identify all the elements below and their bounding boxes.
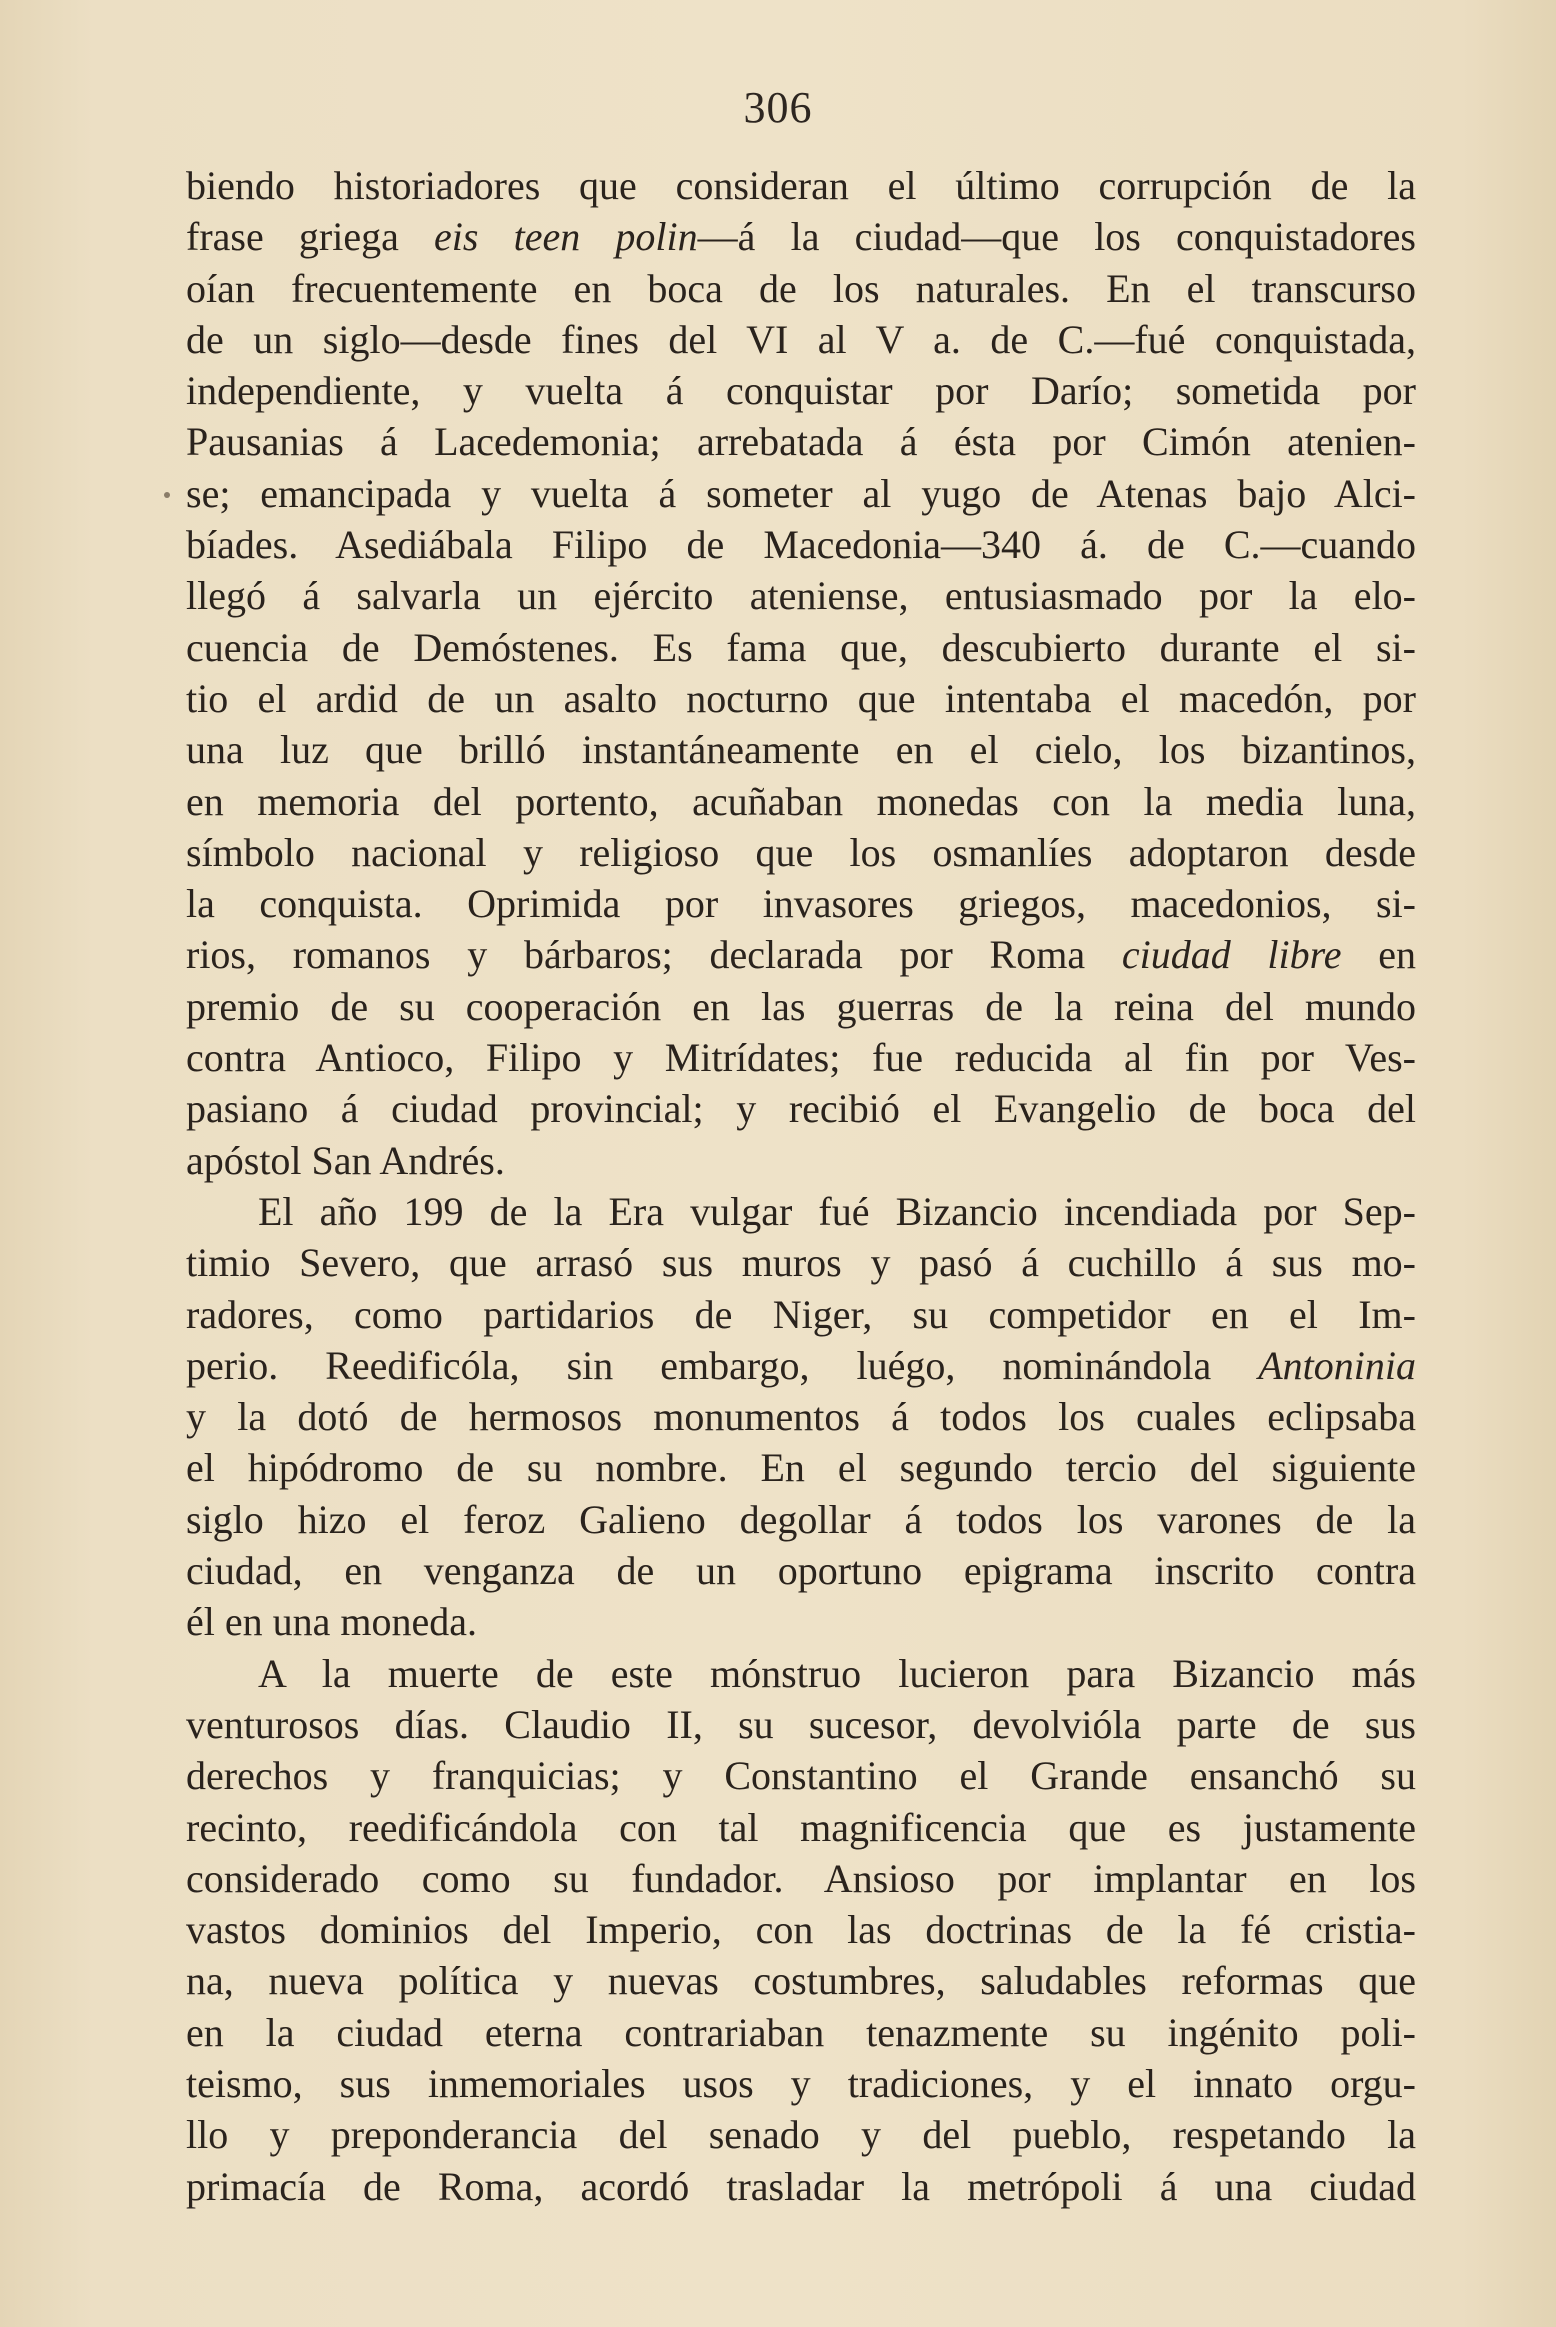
text-line: oían frecuentemente en boca de los naturales. En el transcurso <box>186 265 1416 311</box>
text-line: llegó á salvarla un ejército ateniense, entusiasmado por la elo- <box>186 573 1416 619</box>
text-line <box>186 1340 1416 1391</box>
text-line: vastos dominios del Imperio, con las doctrinas de la fé cristia- <box>186 1907 1416 1953</box>
text-line: tio el ardid de un asalto nocturno que intentaba el macedón, por <box>186 675 1416 721</box>
italic-text: eis teen polin <box>434 214 698 260</box>
text-line: la conquista. Oprimida por invasores griegos, macedonios, si- <box>186 881 1416 927</box>
page-number: 306 <box>743 83 813 132</box>
text-line: na, nueva política y nuevas costumbres, saludables reformas que <box>186 1958 1416 2004</box>
italic-text: ciudad libre <box>1121 932 1342 978</box>
text-run: perio. Reedificóla, sin embargo, luégo, nominándola <box>186 1342 1259 1388</box>
text-line <box>186 929 1416 980</box>
text-line: considerado como su fundador. Ansioso por implantar en los <box>186 1855 1416 1901</box>
text-line: independiente, y vuelta á conquistar por Darío; sometida por <box>186 368 1416 414</box>
text-line: una luz que brilló instantáneamente en el cielo, los bizantinos, <box>186 727 1416 773</box>
text-line: bíades. Asediábala Filipo de Macedonia—340 á. de C.—cuando <box>186 522 1416 568</box>
text-line: el hipódromo de su nombre. En el segundo tercio del siguiente <box>186 1445 1416 1491</box>
text-line: premio de su cooperación en las guerras de la reina del mundo <box>186 983 1416 1029</box>
text-line: siglo hizo el feroz Galieno degollar á todos los varones de la <box>186 1496 1416 1542</box>
text-line: símbolo nacional y religioso que los osmanlíes adoptaron desde <box>186 829 1416 875</box>
text-run: en <box>1341 932 1416 978</box>
text-line: primacía de Roma, acordó trasladar la metrópoli á una ciudad <box>186 2163 1416 2209</box>
italic-text: Antoninia <box>1258 1342 1416 1388</box>
text-line: timio Severo, que arrasó sus muros y pasó á cuchillo á sus mo- <box>186 1240 1416 1286</box>
text-line: él en una moneda. <box>186 1599 477 1645</box>
text-line: venturosos días. Claudio II, su sucesor, devolvióla parte de sus <box>186 1701 1416 1747</box>
text-line: llo y preponderancia del senado y del pueblo, respetando la <box>186 2112 1416 2158</box>
body-text <box>186 160 1416 2212</box>
text-line: apóstol San Andrés. <box>186 1137 505 1183</box>
text-line: de un siglo—desde fines del VI al V a. de C.—fué conquistada, <box>186 316 1416 362</box>
text-run: —á la ciudad—que los conquistadores <box>697 214 1416 260</box>
text-line: derechos y franquicias; y Constantino el Grande ensanchó su <box>186 1753 1416 1799</box>
text-line <box>186 211 1416 262</box>
text-line: pasiano á ciudad provincial; y recibió el Evangelio de boca del <box>186 1086 1416 1132</box>
text-line: ciudad, en venganza de un oportuno epigrama inscrito contra <box>186 1548 1416 1594</box>
text-line: A la muerte de este mónstruo lucieron para Bizancio más <box>258 1650 1416 1696</box>
text-line: en la ciudad eterna contrariaban tenazmente su ingénito poli- <box>186 2009 1416 2055</box>
text-line: se; emancipada y vuelta á someter al yugo de Atenas bajo Alci- <box>186 470 1416 516</box>
text-line: El año 199 de la Era vulgar fué Bizancio incendiada por Sep- <box>258 1188 1416 1234</box>
text-line: y la dotó de hermosos monumentos á todos los cuales eclipsaba <box>186 1394 1416 1440</box>
text-line: Pausanias á Lacedemonia; arrebatada á ésta por Cimón atenien- <box>186 419 1416 465</box>
text-run: frase griega <box>186 214 435 260</box>
text-line: contra Antioco, Filipo y Mitrídates; fue reducida al fin por Ves- <box>186 1035 1416 1081</box>
text-line: en memoria del portento, acuñaban monedas con la media luna, <box>186 778 1416 824</box>
margin-mark <box>164 492 170 498</box>
text-line: radores, como partidarios de Niger, su competidor en el Im- <box>186 1291 1416 1337</box>
text-line: recinto, reedificándola con tal magnificencia que es justamente <box>186 1804 1416 1850</box>
text-line: teismo, sus inmemoriales usos y tradiciones, y el innato orgu- <box>186 2060 1416 2106</box>
text-run: rios, romanos y bárbaros; declarada por Roma <box>186 932 1122 978</box>
text-line: biendo historiadores que consideran el último corrupción de la <box>186 163 1416 208</box>
text-line: cuencia de Demóstenes. Es fama que, descubierto durante el si- <box>186 624 1416 670</box>
